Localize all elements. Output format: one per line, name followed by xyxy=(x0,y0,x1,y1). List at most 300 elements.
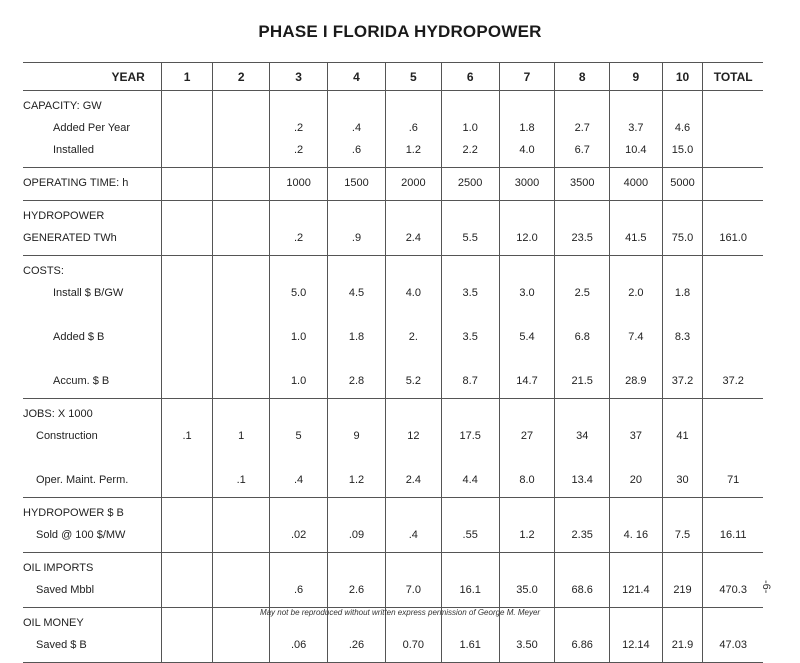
row-label xyxy=(23,91,161,168)
value: 1.0 xyxy=(290,331,307,343)
row-label-line: OIL MONEY xyxy=(23,617,84,629)
year-2-cell xyxy=(213,256,270,399)
row-label-line: Saved Mbbl xyxy=(36,584,95,596)
year-4-cell xyxy=(328,399,386,498)
value: 8.7 xyxy=(462,375,478,387)
value xyxy=(386,348,441,370)
value xyxy=(663,304,703,326)
header-row xyxy=(23,63,763,91)
year-8-cell xyxy=(555,256,610,399)
year-5-cell xyxy=(385,201,441,256)
value xyxy=(213,370,269,392)
row-label-line xyxy=(23,348,161,370)
value: 37 xyxy=(629,430,642,442)
year-header-1: 1 xyxy=(161,63,212,91)
value xyxy=(162,139,212,161)
year-1-cell xyxy=(161,201,212,256)
value xyxy=(162,282,212,304)
value xyxy=(162,403,212,425)
row-label-line: Install $ B/GW xyxy=(53,287,124,299)
row-label-line: OPERATING TIME: h xyxy=(23,177,129,189)
year-9-cell xyxy=(610,553,663,608)
value xyxy=(703,502,763,524)
value: 3.5 xyxy=(462,331,478,343)
year-6-cell xyxy=(441,168,499,201)
value: 23.5 xyxy=(571,232,593,244)
value: 16.11 xyxy=(719,529,747,541)
value: 14.7 xyxy=(516,375,538,387)
value: 4.0 xyxy=(405,287,421,299)
value xyxy=(703,205,763,227)
value: 15.0 xyxy=(671,144,694,156)
year-7-cell xyxy=(499,498,555,553)
total-header: TOTAL xyxy=(703,63,763,91)
value: 4000 xyxy=(623,177,649,189)
year-10-cell xyxy=(662,399,703,498)
value xyxy=(500,348,555,370)
value xyxy=(703,425,763,447)
hydropower-table xyxy=(23,62,763,663)
value xyxy=(610,95,662,117)
year-1-cell xyxy=(161,256,212,399)
year-3-cell xyxy=(270,498,328,553)
value: 13.4 xyxy=(571,474,593,486)
value xyxy=(162,205,212,227)
year-1-cell xyxy=(161,168,212,201)
value xyxy=(442,447,499,469)
value xyxy=(703,447,763,469)
row-label xyxy=(23,168,161,201)
value: 9 xyxy=(353,430,360,442)
value xyxy=(663,95,703,117)
value: 5.2 xyxy=(405,375,421,387)
value xyxy=(442,205,499,227)
value: .6 xyxy=(408,122,418,134)
year-9-cell xyxy=(610,498,663,553)
value xyxy=(270,502,327,524)
value xyxy=(213,117,269,139)
year-header: YEAR xyxy=(23,63,161,91)
row-label-line: Accum. $ B xyxy=(53,375,110,387)
value xyxy=(703,282,763,304)
year-header-5: 5 xyxy=(385,63,441,91)
value: 37.2 xyxy=(722,375,744,387)
value xyxy=(500,447,555,469)
value: 219 xyxy=(673,584,692,596)
value xyxy=(703,304,763,326)
value: 1.61 xyxy=(459,639,481,651)
value xyxy=(703,139,763,161)
value: 4.0 xyxy=(519,144,535,156)
value: 16.1 xyxy=(459,584,481,596)
value xyxy=(270,205,327,227)
value xyxy=(442,403,499,425)
value: 4.5 xyxy=(348,287,365,299)
value xyxy=(386,304,441,326)
year-5-cell xyxy=(385,91,441,168)
row-label-line: HYDROPOWER xyxy=(23,210,105,222)
value: 12.14 xyxy=(622,639,650,651)
value: 20 xyxy=(629,474,642,486)
value: 1.8 xyxy=(348,331,365,343)
year-header-10: 10 xyxy=(662,63,703,91)
value: 17.5 xyxy=(459,430,481,442)
value xyxy=(555,403,609,425)
year-5-cell xyxy=(385,498,441,553)
group-capacity xyxy=(23,91,763,168)
value xyxy=(610,304,662,326)
row-label-line xyxy=(23,304,161,326)
value: 41.5 xyxy=(625,232,647,244)
year-6-cell xyxy=(441,399,499,498)
row-label-line: HYDROPOWER $ B xyxy=(23,507,124,519)
year-8-cell xyxy=(555,91,610,168)
total-cell xyxy=(703,498,763,553)
row-label-line: JOBS: X 1000 xyxy=(23,408,93,420)
value: 6.8 xyxy=(574,331,590,343)
value xyxy=(500,95,555,117)
row-label-line: Added Per Year xyxy=(53,122,131,134)
year-4-cell xyxy=(328,498,386,553)
value: 1.0 xyxy=(290,375,307,387)
year-9-cell xyxy=(610,399,663,498)
value xyxy=(328,95,385,117)
value xyxy=(663,205,703,227)
value xyxy=(610,557,662,579)
value: 2.8 xyxy=(348,375,365,387)
value xyxy=(270,348,327,370)
value xyxy=(703,326,763,348)
row-label-line: Oper. Maint. Perm. xyxy=(36,474,129,486)
group-jobs xyxy=(23,399,763,498)
value xyxy=(500,205,555,227)
value xyxy=(213,403,269,425)
copyright-footer: May not be reproduced without written express permission of George M. Meyer xyxy=(259,608,541,617)
value: 1.8 xyxy=(674,287,691,299)
value xyxy=(213,95,269,117)
value: 1 xyxy=(238,430,245,442)
year-2-cell xyxy=(213,168,270,201)
value xyxy=(555,304,609,326)
year-2-cell xyxy=(213,91,270,168)
value: 0.70 xyxy=(402,639,425,651)
value: 6.7 xyxy=(574,144,590,156)
year-1-cell xyxy=(161,498,212,553)
group-oil-imports xyxy=(23,553,763,608)
value xyxy=(328,304,385,326)
value xyxy=(162,579,212,601)
value: .2 xyxy=(294,144,304,156)
row-label-line: COSTS: xyxy=(23,265,64,277)
row-label-line: Construction xyxy=(36,430,98,442)
value xyxy=(162,348,212,370)
value xyxy=(328,447,385,469)
value xyxy=(270,557,327,579)
value xyxy=(610,260,662,282)
year-5-cell xyxy=(385,399,441,498)
year-10-cell xyxy=(662,168,703,201)
value: 1.8 xyxy=(519,122,535,134)
value xyxy=(213,557,269,579)
year-10-cell xyxy=(662,201,703,256)
year-2-cell xyxy=(213,399,270,498)
value xyxy=(213,227,269,249)
value: 8.3 xyxy=(674,331,691,343)
value xyxy=(328,348,385,370)
row-label xyxy=(23,553,161,608)
value xyxy=(663,348,703,370)
value: .2 xyxy=(294,232,304,244)
year-10-cell xyxy=(662,256,703,399)
value: 3.5 xyxy=(462,287,478,299)
year-3-cell xyxy=(270,399,328,498)
year-header-9: 9 xyxy=(610,63,663,91)
value xyxy=(703,348,763,370)
group-operating xyxy=(23,168,763,201)
value xyxy=(386,95,441,117)
value xyxy=(270,260,327,282)
value xyxy=(610,403,662,425)
year-5-cell xyxy=(385,553,441,608)
value xyxy=(213,447,269,469)
value xyxy=(270,447,327,469)
value xyxy=(162,557,212,579)
row-label-line: GENERATED TWh xyxy=(23,232,117,244)
value: 47.03 xyxy=(719,639,747,651)
row-label-line: Saved $ B xyxy=(36,639,87,651)
year-6-cell xyxy=(441,256,499,399)
value xyxy=(386,447,441,469)
value: .1 xyxy=(236,474,246,486)
year-5-cell xyxy=(385,168,441,201)
total-cell xyxy=(703,256,763,399)
value: 2.5 xyxy=(574,287,590,299)
value xyxy=(213,634,269,656)
value: 4.6 xyxy=(674,122,691,134)
value: .09 xyxy=(348,529,365,541)
value: 1000 xyxy=(286,177,311,189)
row-label-line xyxy=(23,447,161,469)
value xyxy=(213,524,269,546)
value xyxy=(555,447,609,469)
value xyxy=(213,282,269,304)
year-6-cell xyxy=(441,201,499,256)
value xyxy=(386,205,441,227)
value xyxy=(270,95,327,117)
value xyxy=(213,172,269,194)
value xyxy=(386,260,441,282)
value xyxy=(328,260,385,282)
year-9-cell xyxy=(610,201,663,256)
year-8-cell xyxy=(555,201,610,256)
row-label xyxy=(23,256,161,399)
value xyxy=(555,502,609,524)
value: .02 xyxy=(290,529,307,541)
value: 2.4 xyxy=(405,232,421,244)
total-cell xyxy=(703,201,763,256)
year-4-cell xyxy=(328,168,386,201)
value: 8.0 xyxy=(519,474,535,486)
value: 6.86 xyxy=(571,639,593,651)
value xyxy=(270,304,327,326)
value xyxy=(162,304,212,326)
value xyxy=(162,117,212,139)
year-1-cell xyxy=(161,91,212,168)
value xyxy=(213,260,269,282)
value: 5.4 xyxy=(519,331,535,343)
value: 3.0 xyxy=(519,287,535,299)
value: 41 xyxy=(676,430,689,442)
row-label xyxy=(23,201,161,256)
value xyxy=(213,348,269,370)
year-3-cell xyxy=(270,91,328,168)
value xyxy=(703,260,763,282)
value: 68.6 xyxy=(571,584,593,596)
value: 1.2 xyxy=(348,474,365,486)
row-label-line: Added $ B xyxy=(53,331,105,343)
value xyxy=(442,348,499,370)
year-1-cell xyxy=(161,553,212,608)
year-3-cell xyxy=(270,168,328,201)
value: .9 xyxy=(351,232,362,244)
page-title: PHASE I FLORIDA HYDROPOWER xyxy=(258,22,542,41)
value: 28.9 xyxy=(625,375,647,387)
value: 5 xyxy=(295,430,302,442)
value xyxy=(500,304,555,326)
year-4-cell xyxy=(328,256,386,399)
row-label-line: OIL IMPORTS xyxy=(23,562,94,574)
value xyxy=(213,304,269,326)
value xyxy=(442,260,499,282)
year-8-cell xyxy=(555,168,610,201)
year-8-cell xyxy=(555,399,610,498)
value xyxy=(162,502,212,524)
row-label-line: CAPACITY: GW xyxy=(23,100,102,112)
value: 35.0 xyxy=(516,584,538,596)
value xyxy=(610,205,662,227)
year-5-cell xyxy=(385,256,441,399)
year-3-cell xyxy=(270,201,328,256)
value xyxy=(703,117,763,139)
year-9-cell xyxy=(610,91,663,168)
value xyxy=(270,403,327,425)
value: .06 xyxy=(290,639,307,651)
year-10-cell xyxy=(662,91,703,168)
value: 21.5 xyxy=(571,375,593,387)
value xyxy=(162,469,212,491)
value xyxy=(328,502,385,524)
value: 12 xyxy=(407,430,420,442)
value xyxy=(663,502,703,524)
value xyxy=(703,95,763,117)
value xyxy=(555,557,609,579)
value xyxy=(555,260,609,282)
value xyxy=(213,205,269,227)
value: 30 xyxy=(676,474,689,486)
value: 3000 xyxy=(514,177,540,189)
value xyxy=(213,139,269,161)
value xyxy=(610,348,662,370)
value: 2.0 xyxy=(628,287,644,299)
year-3-cell xyxy=(270,256,328,399)
value: .1 xyxy=(182,430,192,442)
value xyxy=(500,260,555,282)
year-6-cell xyxy=(441,498,499,553)
value: .6 xyxy=(351,144,362,156)
year-header-6: 6 xyxy=(441,63,499,91)
value: 5.5 xyxy=(462,232,478,244)
value: 1.2 xyxy=(405,144,421,156)
value xyxy=(663,557,703,579)
value: 1500 xyxy=(344,177,369,189)
value: 2.6 xyxy=(348,584,365,596)
value xyxy=(442,304,499,326)
total-cell xyxy=(703,399,763,498)
value: 2. xyxy=(408,331,418,343)
year-7-cell xyxy=(499,256,555,399)
value xyxy=(500,502,555,524)
value xyxy=(555,205,609,227)
value: 37.2 xyxy=(671,375,694,387)
year-7-cell xyxy=(499,553,555,608)
value xyxy=(500,557,555,579)
value: 3500 xyxy=(569,177,595,189)
value: 2.35 xyxy=(571,529,593,541)
value xyxy=(663,447,703,469)
year-7-cell xyxy=(499,399,555,498)
value xyxy=(328,557,385,579)
value: 2.7 xyxy=(574,122,590,134)
year-6-cell xyxy=(441,91,499,168)
value: .4 xyxy=(351,122,362,134)
value: .4 xyxy=(294,474,304,486)
value: 27 xyxy=(520,430,534,442)
value xyxy=(555,95,609,117)
value xyxy=(663,403,703,425)
year-header-4: 4 xyxy=(328,63,386,91)
value: 4.4 xyxy=(462,474,478,486)
value: 34 xyxy=(576,430,589,442)
value xyxy=(162,227,212,249)
year-8-cell xyxy=(555,553,610,608)
value: .55 xyxy=(462,529,478,541)
value: .6 xyxy=(294,584,304,596)
year-9-cell xyxy=(610,256,663,399)
value: 5000 xyxy=(670,177,695,189)
value: 71 xyxy=(727,474,740,486)
value: 4. 16 xyxy=(623,529,649,541)
year-2-cell xyxy=(213,201,270,256)
value xyxy=(442,95,499,117)
total-cell xyxy=(703,168,763,201)
value: 161.0 xyxy=(719,232,747,244)
value: 2.2 xyxy=(462,144,478,156)
value xyxy=(213,326,269,348)
year-2-cell xyxy=(213,553,270,608)
value: 2500 xyxy=(457,177,483,189)
value xyxy=(703,403,763,425)
value xyxy=(500,403,555,425)
value xyxy=(610,447,662,469)
value xyxy=(162,634,212,656)
value: 7.4 xyxy=(628,331,644,343)
year-10-cell xyxy=(662,498,703,553)
value xyxy=(703,172,763,194)
value xyxy=(386,502,441,524)
year-2-cell xyxy=(213,498,270,553)
year-header-7: 7 xyxy=(499,63,555,91)
year-4-cell xyxy=(328,201,386,256)
